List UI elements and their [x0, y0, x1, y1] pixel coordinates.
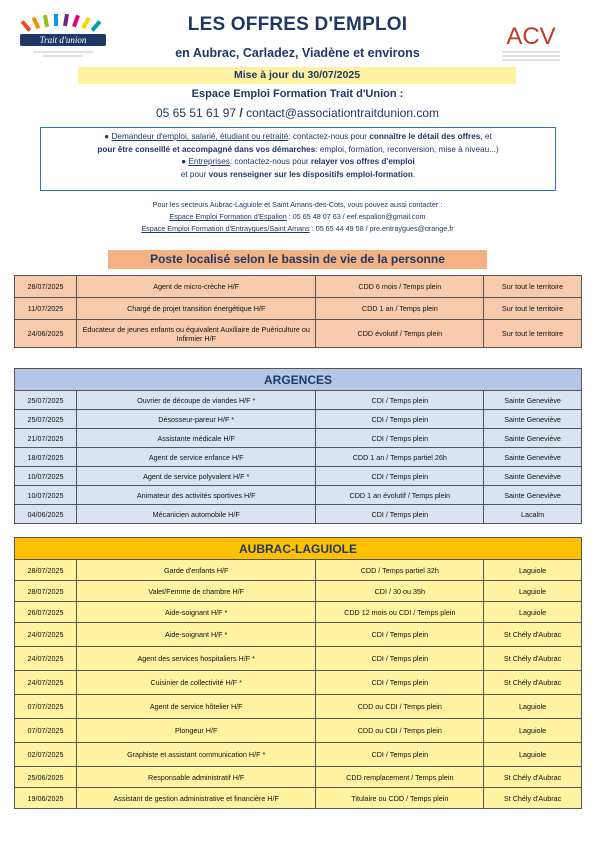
row-date: 10/07/2025	[15, 467, 77, 486]
info-line-2	[47, 144, 549, 157]
espalion-details: : 05 65 48 07 63 / eef.espalion@gmail.com	[286, 212, 426, 221]
table-row[interactable]	[15, 671, 582, 695]
table-row[interactable]	[15, 647, 582, 671]
row-post: Plongeur H/F	[76, 719, 316, 743]
info-text-bold: connaître le détail des offres	[369, 132, 481, 141]
row-date: 25/07/2025	[15, 391, 77, 410]
row-date: 11/07/2025	[15, 298, 77, 320]
row-place: Sur tout le territoire	[484, 276, 582, 298]
espalion-contact	[0, 211, 595, 223]
table-row[interactable]	[15, 581, 582, 602]
row-date: 28/07/2025	[15, 276, 77, 298]
info-text-bold: relayer vos offres d'emploi	[310, 157, 415, 166]
row-place: Sainte Geneviève	[484, 391, 582, 410]
info-text: et pour	[180, 169, 209, 179]
argences-jobs-table	[14, 368, 582, 524]
info-text: .	[412, 169, 416, 179]
table-row[interactable]	[15, 276, 582, 298]
contact-line	[0, 106, 595, 120]
row-place: Laguiole	[484, 602, 582, 623]
contact-separator: /	[236, 106, 247, 120]
row-post: Mécanicien automobile H/F	[76, 505, 316, 524]
row-place: Laguiole	[484, 719, 582, 743]
table-row[interactable]	[15, 788, 582, 809]
update-date-banner: Mise à jour du 30/07/2025	[78, 67, 516, 84]
row-place: Sainte Geneviève	[484, 410, 582, 429]
row-contract: CDD évolutif / Temps plein	[316, 320, 484, 348]
row-post: Assistant de gestion administrative et financière H/F	[76, 788, 316, 809]
page-subtitle: en Aubrac, Carladez, Viadène et environs	[175, 46, 420, 60]
row-date: 28/07/2025	[15, 560, 77, 581]
row-date: 18/07/2025	[15, 448, 77, 467]
row-contract: CDI / 30 ou 35h	[316, 581, 484, 602]
row-place: Sainte Geneviève	[484, 429, 582, 448]
row-date: 28/07/2025	[15, 581, 77, 602]
row-date: 07/07/2025	[15, 719, 77, 743]
row-place: Sainte Geneviève	[484, 467, 582, 486]
row-contract: CDI / Temps plein	[316, 429, 484, 448]
row-contract: CDD 12 mois ou CDI / Temps plein	[316, 602, 484, 623]
aubrac-header	[15, 538, 582, 560]
row-place: Sainte Geneviève	[484, 448, 582, 467]
row-place: Laguiole	[484, 581, 582, 602]
table-row[interactable]	[15, 767, 582, 788]
table-row[interactable]	[15, 602, 582, 623]
row-post: Assistante médicale H/F	[76, 429, 316, 448]
table-row[interactable]	[15, 391, 582, 410]
row-contract: CDI / Temps plein	[316, 505, 484, 524]
row-place: Sainte Geneviève	[484, 486, 582, 505]
row-post: Garde d'enfants H/F	[76, 560, 316, 581]
table-row[interactable]	[15, 320, 582, 348]
row-post: Animateur des activités sportives H/F	[76, 486, 316, 505]
table-row[interactable]	[15, 448, 582, 467]
row-post: Désosseur-pareur H/F *	[76, 410, 316, 429]
espalion-link[interactable]: Espace Emploi Formation d'Espalion	[169, 212, 287, 221]
row-contract: CDI / Temps plein	[316, 623, 484, 647]
territory-jobs-table	[14, 275, 582, 348]
contact-org: Espace Emploi Formation Trait d'Union :	[191, 88, 404, 100]
row-place: Laguiole	[484, 695, 582, 719]
row-date: 26/07/2025	[15, 602, 77, 623]
row-date: 24/07/2025	[15, 671, 77, 695]
info-text: : contactez-nous pour	[288, 132, 370, 141]
row-contract: CDD ou CDI / Temps plein	[316, 695, 484, 719]
row-post: Chargé de projet transition énergétique H/F	[76, 298, 316, 320]
row-post: Valet/Femme de chambre H/F	[76, 581, 316, 602]
aubrac-title: AUBRAC-LAGUIOLE	[15, 538, 582, 560]
row-contract: CDD remplacement / Temps plein	[316, 767, 484, 788]
sectors-intro: Pour les secteurs Aubrac-Laguiole et Saint Amans-des-Cots, vous pouvez aussi contacter :	[152, 200, 443, 209]
entraygues-details: : 05 65 44 49 58 / pre.entraygues@orange.fr	[309, 224, 454, 233]
row-contract: CDD 1 an / Temps partiel 26h	[316, 448, 484, 467]
row-post: Agent des services hospitaliers H/F *	[76, 647, 316, 671]
table-row[interactable]	[15, 695, 582, 719]
row-place: St Chély d'Aubrac	[484, 647, 582, 671]
row-date: 24/07/2025	[15, 623, 77, 647]
info-line-4	[47, 169, 549, 182]
table-row[interactable]	[15, 623, 582, 647]
row-place: St Chély d'Aubrac	[484, 623, 582, 647]
companies-link[interactable]: Entreprises	[188, 157, 230, 166]
acv-logo	[498, 20, 564, 70]
info-line-3: ● Entreprises: contactez-nous pour relayer vos offres d'emploi	[181, 157, 415, 166]
table-row[interactable]	[15, 505, 582, 524]
info-text: : contactez-nous pour	[229, 157, 311, 166]
row-date: 04/06/2025	[15, 505, 77, 524]
row-place: Sur tout le territoire	[484, 298, 582, 320]
row-date: 02/07/2025	[15, 743, 77, 767]
row-contract: CDI / Temps plein	[316, 647, 484, 671]
row-contract: CDD 1 an évolutif / Temps plein	[316, 486, 484, 505]
row-contract: CDD / Temps partiel 32h	[316, 560, 484, 581]
row-post: Responsable administratif H/F	[76, 767, 316, 788]
info-text-bold: vous renseigner sur les dispositifs emploi-formation	[208, 169, 413, 179]
argences-title: ARGENCES	[15, 369, 582, 391]
info-line-1: ● Demandeur d'emploi, salarié, étudiant ou retraité: contactez-nous pour connaître le détail des offres, et	[104, 132, 492, 141]
table-row[interactable]	[15, 429, 582, 448]
svg-text:Trait d'union: Trait d'union	[39, 35, 87, 45]
entraygues-contact	[0, 223, 595, 235]
row-post: Agent de service enfance H/F	[76, 448, 316, 467]
row-contract: CDI / Temps plein	[316, 467, 484, 486]
table-row[interactable]	[15, 743, 582, 767]
row-contract: CDD 6 mois / Temps plein	[316, 276, 484, 298]
row-contract: CDI / Temps plein	[316, 743, 484, 767]
aubrac-laguiole-jobs-table	[14, 537, 582, 809]
info-text: : emploi, formation, reconversion, mise à niveau...)	[315, 144, 499, 154]
phone-number: 05 65 51 61 97	[155, 106, 237, 120]
table-row[interactable]	[15, 486, 582, 505]
row-date: 19/06/2025	[15, 788, 77, 809]
territory-section-title: Poste localisé selon le bassin de vie de la personne	[108, 250, 487, 269]
row-place: Laguiole	[484, 743, 582, 767]
row-contract: CDD 1 an / Temps plein	[316, 298, 484, 320]
row-place: Laguiole	[484, 560, 582, 581]
row-date: 21/07/2025	[15, 429, 77, 448]
row-date: 07/07/2025	[15, 695, 77, 719]
email-link[interactable]: contact@associationtraitdunion.com	[246, 106, 440, 120]
svg-text:ACV: ACV	[506, 23, 556, 50]
row-post: Aide-soignant H/F *	[76, 623, 316, 647]
table-row[interactable]	[15, 410, 582, 429]
row-place: Sur tout le territoire	[484, 320, 582, 348]
row-contract: CDI / Temps plein	[316, 671, 484, 695]
row-post: Agent de service polyvalent H/F *	[76, 467, 316, 486]
acv-logo-icon	[498, 20, 564, 70]
jobseeker-link[interactable]: Demandeur d'emploi, salarié, étudiant ou retraité	[111, 132, 289, 141]
row-post: Agent de micro-crèche H/F	[76, 276, 316, 298]
row-post: Educateur de jeunes enfants ou équivalent Auxiliaire de Puériculture ou Infirmier H/F	[76, 320, 316, 348]
row-post: Graphiste et assistant communication H/F *	[76, 743, 316, 767]
info-box	[40, 127, 556, 191]
row-post: Aide-soignant H/F *	[76, 602, 316, 623]
page-title: LES OFFRES D'EMPLOI	[187, 14, 408, 35]
row-date: 25/07/2025	[15, 410, 77, 429]
row-place: St Chély d'Aubrac	[484, 788, 582, 809]
row-post: Ouvrier de découpe de viandes H/F *	[76, 391, 316, 410]
table-row[interactable]	[15, 467, 582, 486]
info-text-bold: pour être conseillé et accompagné dans vos démarches	[97, 144, 316, 154]
row-contract: Titulaire ou CDD / Temps plein	[316, 788, 484, 809]
row-date: 25/06/2025	[15, 767, 77, 788]
row-post: Cuisinier de collectivité H/F *	[76, 671, 316, 695]
row-contract: CDI / Temps plein	[316, 410, 484, 429]
argences-header	[15, 369, 582, 391]
table-row[interactable]	[15, 298, 582, 320]
row-date: 24/06/2025	[15, 320, 77, 348]
row-contract: CDD ou CDI / Temps plein	[316, 719, 484, 743]
row-place: St Chély d'Aubrac	[484, 767, 582, 788]
row-date: 24/07/2025	[15, 647, 77, 671]
table-row[interactable]	[15, 560, 582, 581]
row-contract: CDI / Temps plein	[316, 391, 484, 410]
table-row[interactable]	[15, 719, 582, 743]
row-post: Agent de service hôtelier H/F	[76, 695, 316, 719]
row-place: Lacalm	[484, 505, 582, 524]
row-place: St Chély d'Aubrac	[484, 671, 582, 695]
row-date: 10/07/2025	[15, 486, 77, 505]
entraygues-link[interactable]: Espace Emploi Formation d'Entraygues/Saint Amans	[141, 224, 310, 233]
info-text: , et	[480, 132, 492, 141]
